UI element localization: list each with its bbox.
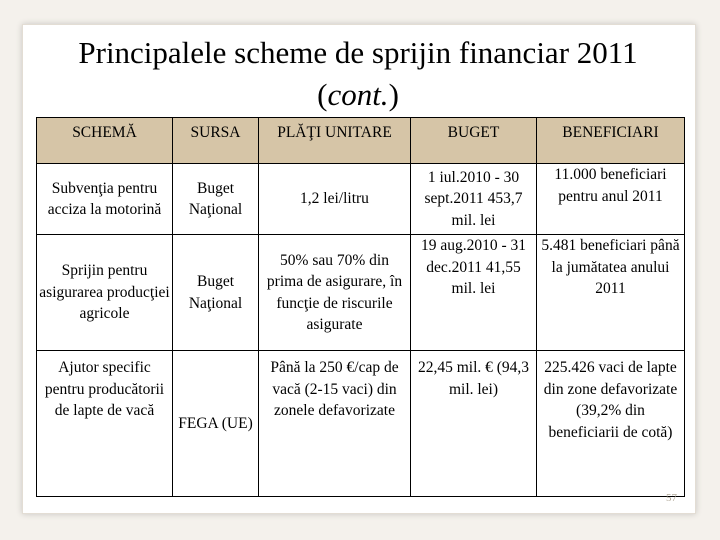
title-paren-close: ) (388, 77, 399, 112)
cell-beneficiari: 5.481 beneficiari până la jumătatea anului 2011 (537, 235, 685, 351)
schemes-table (36, 117, 685, 497)
cell-plati: 50% sau 70% din prima de asigurare, în funcţie de riscurile asigurate (259, 235, 411, 351)
page-number: 57 (666, 492, 677, 504)
header-schema: SCHEMĂ (37, 118, 173, 164)
header-sursa: SURSA (173, 118, 259, 164)
header-plati-unitare: PLĂŢI UNITARE (259, 118, 411, 164)
cell-sursa: FEGA (UE) (173, 351, 259, 497)
cell-buget: 22,45 mil. € (94,3 mil. lei) (411, 351, 537, 497)
header-beneficiari: BENEFICIARI (537, 118, 685, 164)
cell-beneficiari: 11.000 beneficiari pentru anul 2011 (537, 164, 685, 235)
cell-sursa: Buget Naţional (173, 164, 259, 235)
slide-title (22, 32, 694, 116)
table-row (37, 235, 685, 351)
cell-schema: Sprijin pentru asigurarea producţiei agricole (37, 235, 173, 351)
title-cont (22, 74, 694, 116)
header-buget: BUGET (411, 118, 537, 164)
title-paren-open: ( (317, 77, 328, 112)
cell-buget: 1 iul.2010 - 30 sept.2011 453,7 mil. lei (411, 164, 537, 235)
cell-schema: Subvenţia pentru acciza la motorină (37, 164, 173, 235)
table-header-row (37, 118, 685, 164)
table-row (37, 351, 685, 497)
cell-sursa: Buget Naţional (173, 235, 259, 351)
cell-buget: 19 aug.2010 - 31 dec.2011 41,55 mil. lei (411, 235, 537, 351)
table-row (37, 164, 685, 235)
title-main: Principalele scheme de sprijin financiar 2011 (78, 35, 638, 70)
cell-schema: Ajutor specific pentru producătorii de lapte de vacă (37, 351, 173, 497)
cell-plati: 1,2 lei/litru (259, 164, 411, 235)
cell-beneficiari: 225.426 vaci de lapte din zone defavorizate (39,2% din beneficiarii de cotă) (537, 351, 685, 497)
title-cont-text: cont. (327, 77, 389, 112)
cell-plati: Până la 250 €/cap de vacă (2-15 vaci) din zonele defavorizate (259, 351, 411, 497)
